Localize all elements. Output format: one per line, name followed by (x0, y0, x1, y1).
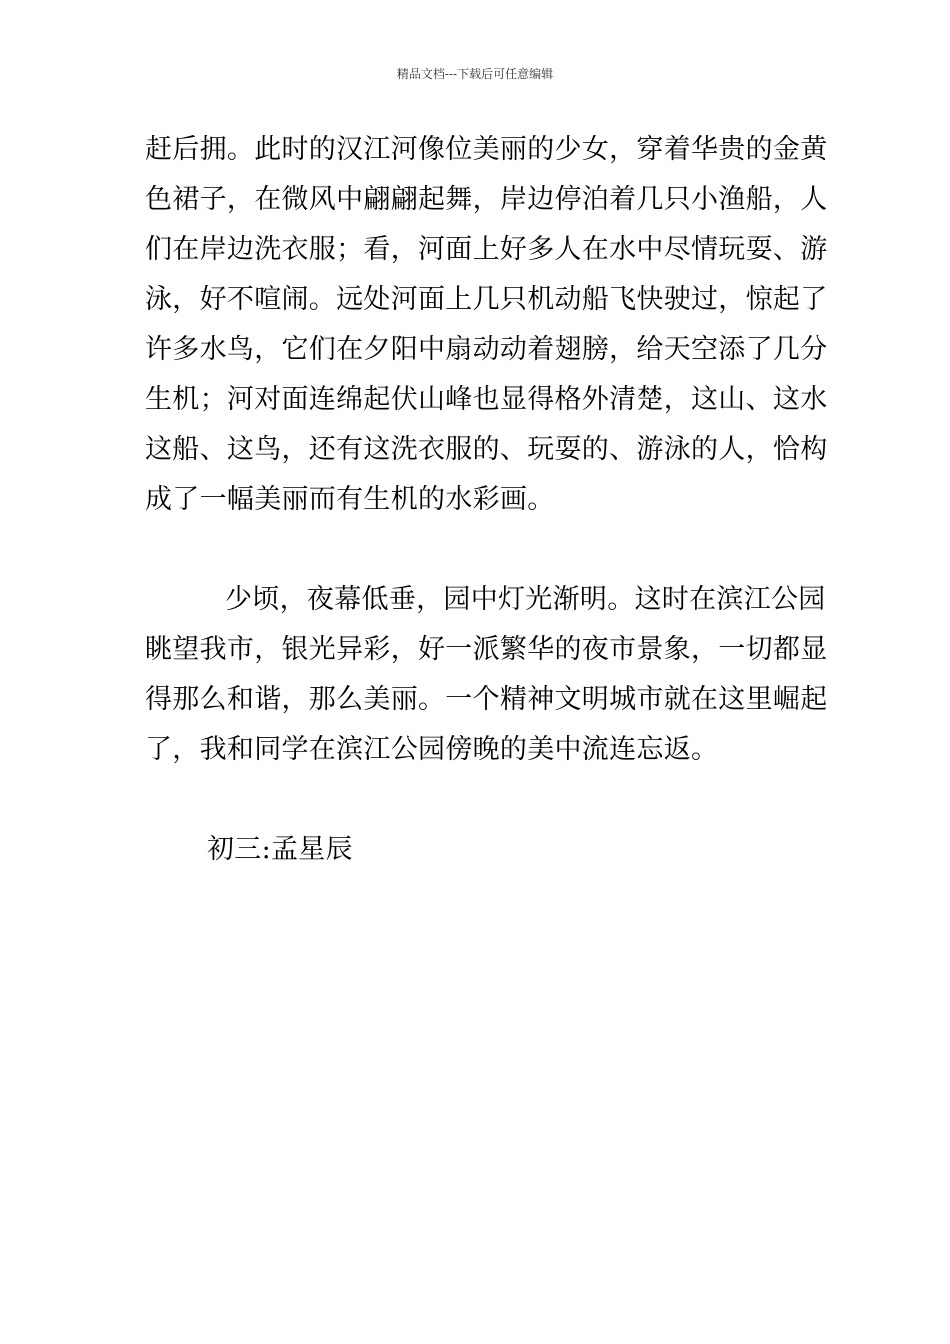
text-line: 们在岸边洗衣服；看，河面上好多人在水中尽情玩耍、游 (145, 234, 828, 265)
text-line: 这船、这鸟，还有这洗衣服的、玩耍的、游泳的人，恰构 (145, 434, 828, 465)
text-line: 赶后拥。此时的汉江河像位美丽的少女，穿着华贵的金黄 (145, 134, 828, 165)
text-line: 许多水鸟，它们在夕阳中扇动动着翅膀，给天空添了几分 (145, 334, 828, 365)
text-line: 色裙子，在微风中翩翩起舞，岸边停泊着几只小渔船，人 (145, 184, 828, 215)
text-line: 得那么和谐，那么美丽。一个精神文明城市就在这里崛起 (145, 684, 828, 715)
text-line: 泳，好不喧闹。远处河面上几只机动船飞快驶过，惊起了 (145, 284, 828, 315)
text-line: 生机；河对面连绵起伏山峰也显得格外清楚，这山、这水 (145, 384, 828, 415)
text-line: 少顷，夜幕低垂，园中灯光渐明。这时在滨江公园 (225, 584, 826, 615)
text-line: 眺望我市，银光异彩，好一派繁华的夜市景象，一切都显 (145, 634, 828, 665)
text-line: 成了一幅美丽而有生机的水彩画。 (145, 484, 555, 515)
page-header: 精品文档---下载后可任意编辑 (396, 67, 554, 81)
text-line: 了，我和同学在滨江公园傍晚的美中流连忘返。 (145, 734, 719, 765)
author-signature: 初三:孟星辰 (207, 834, 353, 865)
